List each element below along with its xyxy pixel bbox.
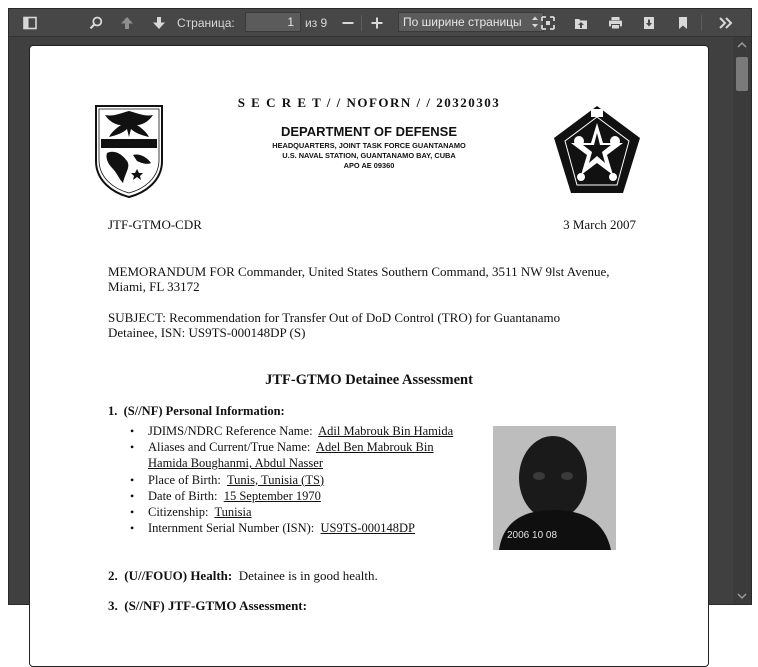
pdf-viewer-window [8,8,752,613]
open-file-icon [574,16,588,30]
download-button[interactable] [638,9,660,37]
list-item [130,488,453,504]
section-1-number: 1. [108,404,118,418]
open-file-button[interactable] [570,9,592,37]
zoom-in-button[interactable] [368,9,386,37]
toolbar-separator [361,15,362,31]
print-button[interactable] [604,9,626,37]
scroll-down-button[interactable] [733,588,751,604]
detainee-photo [493,426,616,550]
fullscreen-icon [541,16,555,30]
section-3-number: 3. [108,598,118,613]
arrow-up-icon [120,16,134,30]
sidebar-toggle-icon [23,16,37,30]
zoom-select-value: По ширине страницы [403,15,522,29]
page-count: из 9 [305,16,328,30]
toolbar-separator [701,15,702,31]
reference-code: JTF-GTMO-CDR [108,217,202,232]
page-label: Страница: [177,16,235,30]
birthplace-value: Tunis, Tunisia (TS) [226,472,325,487]
vertical-scrollbar[interactable] [733,37,751,604]
previous-page-button[interactable] [116,9,138,37]
aliases-label: Aliases and Current/True Name: [148,440,311,455]
classification-header: S E C R E T / / NOFORN / / 20320303 [237,95,501,110]
pdf-page [29,45,709,667]
ref-name-value: Adil Mabrouk Bin Hamida [318,424,454,438]
arrow-down-icon [152,16,166,30]
sidebar-toggle-button[interactable] [17,9,43,37]
section-2-text: Detainee is in good health. [238,568,378,583]
section-2 [108,568,378,584]
dob-value: 15 September 1970 [223,488,321,503]
memo-line-2: Miami, FL 33172 [108,279,200,294]
memo-line-1: MEMORANDUM FOR Commander, United States Southern Command, 3511 NW 9lst Avenue, [108,264,610,279]
document-viewport[interactable] [9,37,733,613]
list-item [130,472,453,488]
list-item [130,504,453,520]
list-item [130,439,453,471]
tools-menu-button[interactable] [713,9,739,37]
plus-icon [371,17,383,29]
scrollbar-thumb[interactable] [736,57,748,91]
photo-caption: 2006 10 08 [507,530,558,541]
ref-name-label: JDIMS/NDRC Reference Name: [148,424,313,438]
dob-label: Date of Birth: [148,488,218,503]
zoom-select[interactable] [398,12,544,32]
subject-line-1: SUBJECT: Recommendation for Transfer Out of DoD Control (TRO) for Guantanamo [108,310,561,325]
list-item [130,520,453,536]
download-icon [642,16,656,30]
citizenship-label: Citizenship: [148,505,209,520]
section-2-title: (U//FOUO) Health: [124,568,233,583]
section-1-heading [108,404,285,419]
department-title: DEPARTMENT OF DEFENSE [281,124,457,139]
print-icon [608,16,623,30]
citizenship-value: Tunisia [214,505,252,520]
list-item [130,423,453,439]
isn-value: US9TS-000148DP [320,521,415,536]
hq-line-1: HEADQUARTERS, JOINT TASK FORCE GUANTANAMO [272,141,466,150]
personal-info-list [130,423,453,536]
page-number-input[interactable]: 1 [245,12,301,32]
double-chevron-right-icon [719,17,733,29]
assessment-title: JTF-GTMO Detainee Assessment [265,372,473,388]
bookmark-icon [677,16,689,30]
scroll-up-button[interactable] [733,37,751,53]
birthplace-label: Place of Birth: [148,472,221,487]
aliases-value-2: Hamida Boughanmi, Abdul Nasser [148,456,323,471]
section-3-title: (S//NF) JTF-GTMO Assessment: [124,598,307,613]
hq-line-3: APO AE 09360 [343,161,395,170]
hq-line-2: U.S. NAVAL STATION, GUANTANAMO BAY, CUBA [282,151,456,160]
chevron-down-icon [737,593,747,599]
find-button[interactable] [85,9,107,37]
presentation-mode-button[interactable] [537,9,559,37]
section-1-title: (S//NF) Personal Information: [123,404,285,418]
subject-line-2: Detainee, ISN: US9TS-000148DP (S) [108,325,306,340]
isn-label: Internment Serial Number (ISN): [148,521,315,536]
section-3 [108,598,307,614]
memo-date: 3 March 2007 [563,217,636,232]
section-2-number: 2. [108,568,118,583]
zoom-out-button[interactable] [339,9,357,37]
aliases-value-1: Adel Ben Mabrouk Bin [315,440,434,455]
search-icon [89,16,103,30]
bookmark-button[interactable] [672,9,694,37]
next-page-button[interactable] [148,9,170,37]
minus-icon [342,17,354,29]
pdf-toolbar [9,9,751,37]
chevron-up-icon [737,42,747,48]
